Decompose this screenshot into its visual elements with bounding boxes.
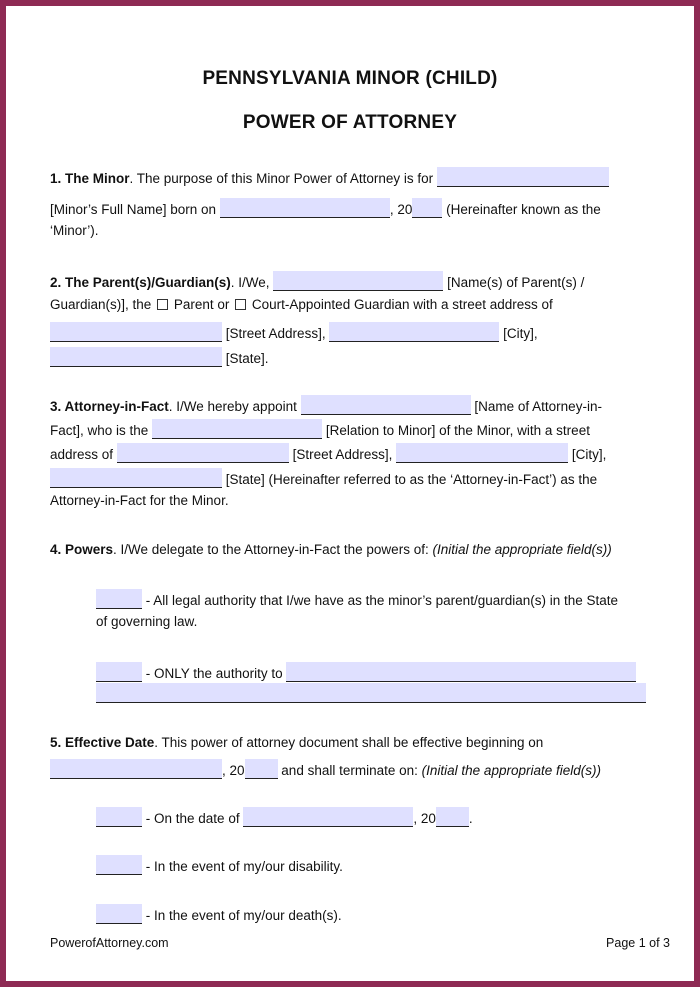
s5-heading: 5. Effective Date	[50, 735, 155, 750]
attorney-name-field[interactable]	[301, 395, 471, 415]
s5-line1	[50, 734, 543, 752]
s3-text: . I/We hereby appoint	[168, 399, 297, 414]
attorney-street-address-field[interactable]	[117, 443, 289, 463]
s2-line1	[50, 271, 584, 292]
attorney-state-field[interactable]	[50, 468, 222, 488]
all-legal-authority-initials-field[interactable]	[96, 589, 142, 609]
disability-initials-field[interactable]	[96, 855, 142, 875]
s1-heading: 1. The Minor	[50, 171, 130, 186]
s4-heading: 4. Powers	[50, 542, 114, 557]
s2-text: [Street Address],	[225, 326, 326, 341]
s3-line1	[50, 395, 602, 416]
s5-instruction: (Initial the appropriate field(s))	[421, 763, 601, 778]
document-page	[6, 6, 694, 981]
only-authority-initials-field[interactable]	[96, 662, 142, 682]
minor-full-name-field[interactable]	[437, 167, 609, 187]
s3-line3	[50, 443, 606, 464]
s3-text: [Street Address],	[292, 447, 393, 462]
document-title-line1: PENNSYLVANIA MINOR (CHILD)	[202, 68, 498, 89]
guardian-checkbox[interactable]	[235, 299, 246, 310]
s1-text: , 20	[389, 202, 413, 217]
s3-text: address of	[50, 447, 114, 462]
s3-text: [Relation to Minor] of the Minor, with a street	[325, 423, 590, 438]
s5-option2	[96, 855, 343, 876]
s5-text: , 20	[222, 763, 245, 778]
s4-line1	[50, 541, 612, 559]
minor-birth-date-field[interactable]	[220, 198, 390, 218]
s4-text: - All legal authority that I/we have as the minor’s parent/guardian(s) in the State	[145, 593, 619, 608]
s5-text: - On the date of	[145, 811, 240, 826]
s1-line1	[50, 167, 609, 188]
parent-checkbox[interactable]	[157, 299, 168, 310]
limited-authority-field[interactable]	[286, 662, 636, 682]
s5-text: - In the event of my/our death(s).	[145, 908, 342, 923]
s1-text: . The purpose of this Minor Power of Attorney is for	[129, 171, 434, 186]
terminate-on-date-initials-field[interactable]	[96, 807, 142, 827]
s1-line2	[50, 198, 601, 219]
s4-text: . I/We delegate to the Attorney-in-Fact the powers of:	[113, 542, 429, 557]
footer-site: PowerofAttorney.com	[50, 936, 169, 950]
s2-text: . I/We,	[230, 275, 270, 290]
effective-date-field[interactable]	[50, 759, 222, 779]
minor-birth-year-field[interactable]	[412, 198, 442, 218]
attorney-city-field[interactable]	[396, 443, 568, 463]
s5-text: , 20	[413, 811, 436, 826]
parent-street-address-field[interactable]	[50, 322, 222, 342]
s3-text: Fact], who is the	[50, 423, 149, 438]
s4-option1-line2: of governing law.	[96, 614, 198, 629]
s3-text: [State] (Hereinafter referred to as the ‘Attorney-in-Fact’) as the	[225, 472, 598, 487]
s4-instruction: (Initial the appropriate field(s))	[432, 542, 612, 557]
effective-year-field[interactable]	[245, 759, 278, 779]
s1-text: [Minor’s Full Name] born on	[50, 202, 217, 217]
s5-text: . This power of attorney document shall be effective beginning on	[154, 735, 544, 750]
s4-option2-line1	[96, 662, 636, 683]
s3-heading: 3. Attorney-in-Fact	[50, 399, 169, 414]
s2-line3	[50, 322, 538, 343]
s5-text: - In the event of my/our disability.	[145, 859, 343, 874]
s3-text: [City],	[571, 447, 607, 462]
s2-text: Court-Appointed Guardian with a street address of	[251, 297, 553, 312]
s1-text: (Hereinafter known as the	[446, 202, 601, 217]
footer-page-number: Page 1 of 3	[606, 936, 670, 950]
s5-text: .	[468, 811, 473, 826]
s2-text: Parent or	[173, 297, 230, 312]
s3-line4	[50, 468, 597, 489]
s5-option1	[96, 807, 473, 828]
s2-heading: 2. The Parent(s)/Guardian(s)	[50, 275, 231, 290]
termination-year-field[interactable]	[436, 807, 469, 827]
s2-text: [City],	[503, 326, 538, 341]
parent-city-field[interactable]	[329, 322, 499, 342]
termination-date-field[interactable]	[243, 807, 413, 827]
s5-option3	[96, 904, 342, 925]
document-title-line2: POWER OF ATTORNEY	[242, 112, 458, 133]
s2-text: [State].	[225, 351, 269, 366]
death-initials-field[interactable]	[96, 904, 142, 924]
limited-authority-field-line2[interactable]	[96, 683, 646, 703]
parent-state-field[interactable]	[50, 347, 222, 367]
s4-option1-line1	[96, 589, 618, 610]
s2-text: Guardian(s)], the	[50, 297, 152, 312]
s3-line5: Attorney-in-Fact for the Minor.	[50, 493, 229, 508]
s1-line3: ‘Minor’).	[50, 223, 99, 238]
s3-text: [Name of Attorney-in-	[474, 399, 602, 414]
s4-text: - ONLY the authority to	[145, 666, 283, 681]
s2-line4	[50, 347, 269, 368]
s3-line2	[50, 419, 590, 440]
relation-to-minor-field[interactable]	[152, 419, 322, 439]
s5-line2	[50, 759, 601, 780]
s2-text: [Name(s) of Parent(s) /	[447, 275, 585, 290]
s2-line2	[50, 296, 553, 314]
parent-names-field[interactable]	[273, 271, 443, 291]
s5-text: and shall terminate on:	[281, 763, 418, 778]
